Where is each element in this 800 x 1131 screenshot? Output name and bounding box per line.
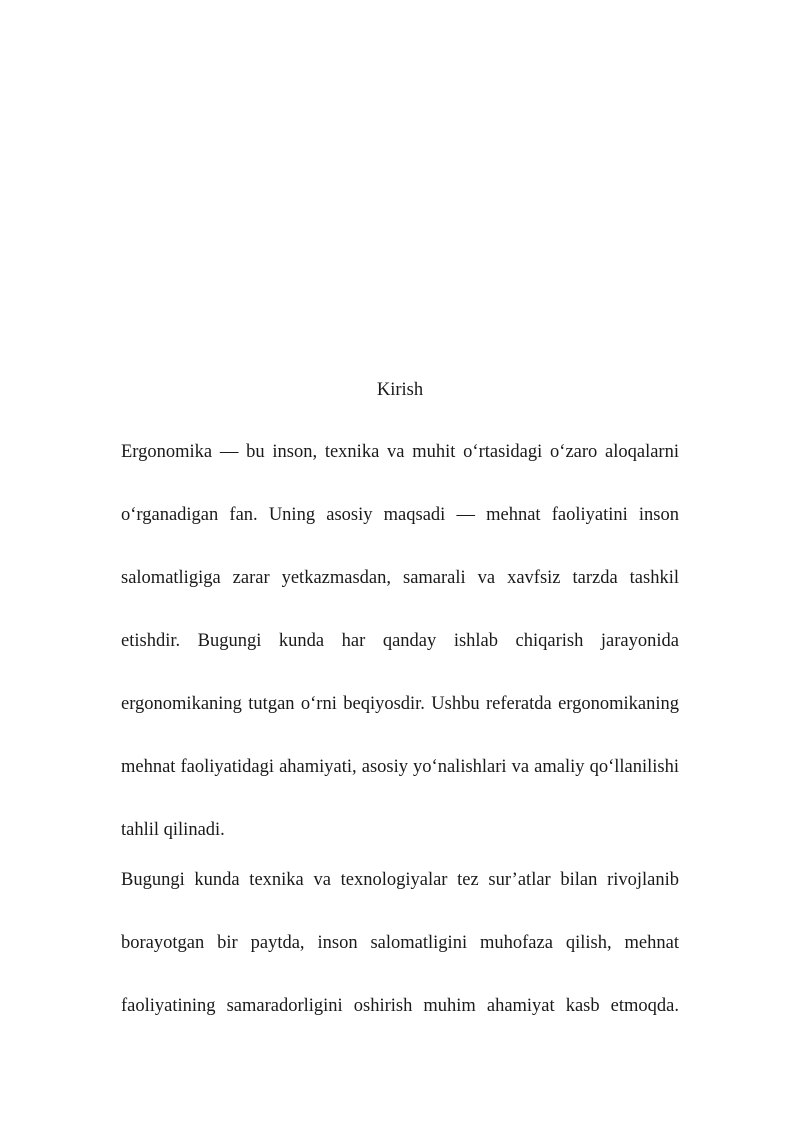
section-heading: Kirish: [376, 380, 424, 400]
paragraph-continuation: Bugungi kunda texnika va texnologiyalar tez sur’atlar bilan rivojlanib borayotgan bir paytda, inson salomatligini muhofaza qilish, mehnat faoliyatining samaradorligini oshirish muhim ahamiyat kasb etmoqda.: [121, 870, 679, 1016]
paragraph-introduction: Ergonomika — bu inson, texnika va muhit o‘rtasidagi o‘zaro aloqalarni o‘rganadigan fan. Uning asosiy maqsadi — mehnat faoliyatini inson salomatligiga zarar yetkazmasdan, samarali va xavfsiz tarzda tashkil etishdir. Bugungi kunda har qanday ishlab chiqarish jarayonida ergonomikaning tutgan o‘rni beqiyosdir. Ushbu referatda ergonomikaning mehnat faoliyatidagi ahamiyati, asosiy yo‘nalishlari va amaliy qo‘llanilishi tahlil qilinadi.: [121, 442, 679, 840]
